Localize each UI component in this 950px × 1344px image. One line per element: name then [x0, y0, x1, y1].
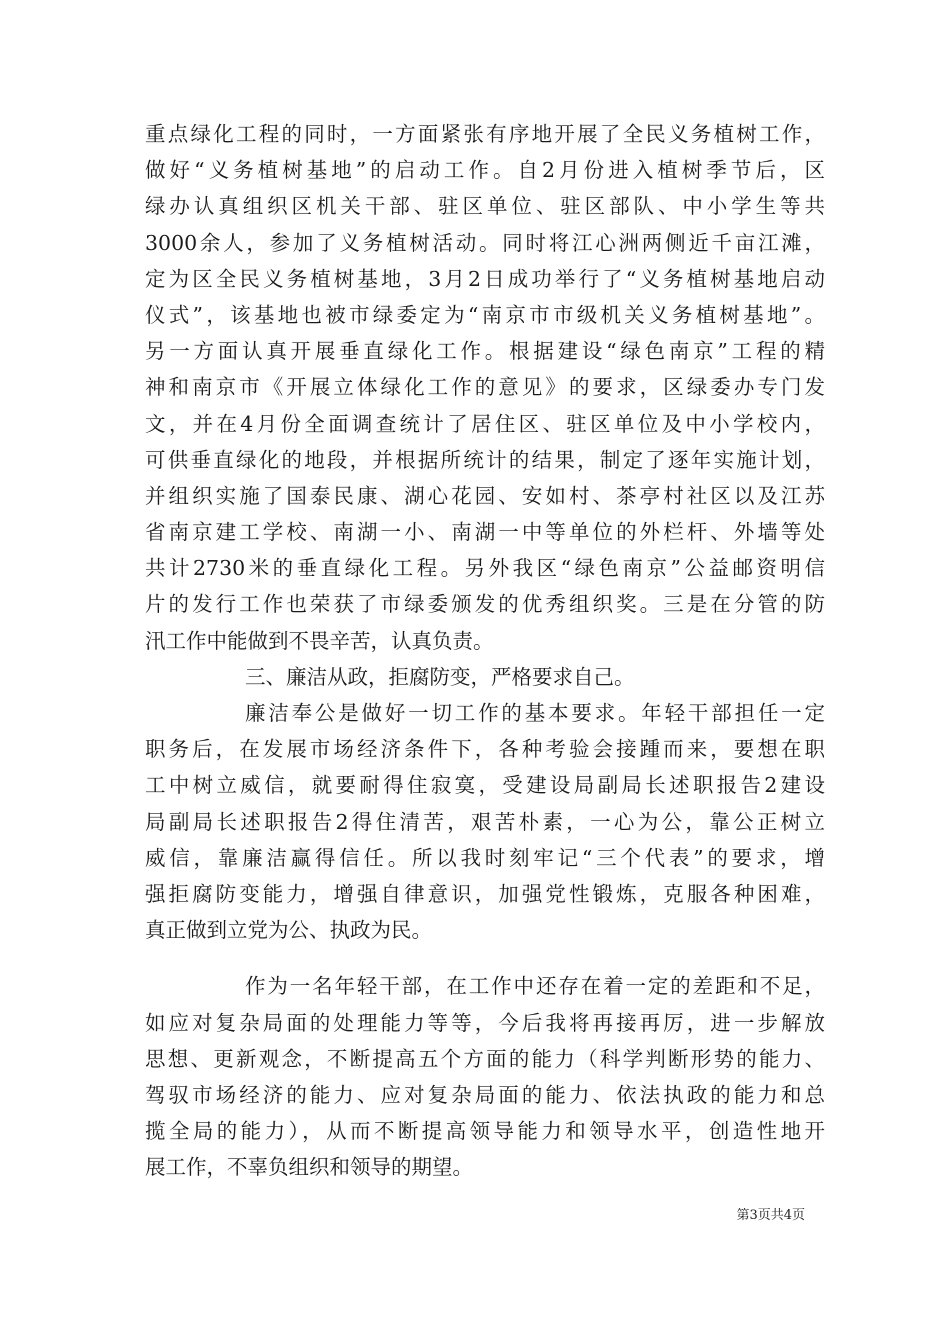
text-line: 绿办认真组织区机关干部、驻区单位、驻区部队、中小学生等共	[145, 194, 825, 219]
paragraph-gap	[145, 948, 825, 968]
text-line: 廉洁奉公是做好一切工作的基本要求。年轻干部担任一定	[245, 701, 825, 725]
paragraph-integrity	[145, 695, 825, 948]
text-line: 省南京建工学校、南湖一小、南湖一中等单位的外栏杆、外墙等处	[145, 520, 825, 545]
text-line: 重点绿化工程的同时，一方面紧张有序地开展了全民义务植树工作，	[145, 122, 825, 146]
text-line: 另一方面认真开展垂直绿化工作。根据建设“绿色南京”工程的精	[145, 339, 825, 364]
section-heading	[145, 659, 825, 695]
text-line: 可供垂直绿化的地段，并根据所统计的结果，制定了逐年实施计划，	[145, 447, 825, 472]
text-line: 职务后，在发展市场经济条件下，各种考验会接踵而来，要想在职	[145, 737, 825, 762]
text-line: 作为一名年轻干部，在工作中还存在着一定的差距和不足，	[245, 974, 825, 999]
heading-text: 三、廉洁从政，拒腐防变，严格要求自己。	[245, 664, 635, 689]
text-line: 并组织实施了国泰民康、湖心花园、安如村、茶亭村社区以及江苏	[145, 483, 825, 508]
text-line: 工中树立威信，就要耐得住寂寞，受建设局副局长述职报告2建设	[145, 773, 825, 798]
text-line: 局副局长述职报告2得住清苦，艰苦朴素，一心为公，靠公正树立	[145, 809, 825, 834]
text-line: 揽全局的能力），从而不断提高领导能力和领导水平，创造性地开	[145, 1119, 825, 1144]
text-line: 威信，靠廉洁赢得信任。所以我时刻牢记“三个代表”的要求，增	[145, 845, 825, 870]
text-line: 思想、更新观念，不断提高五个方面的能力（科学判断形势的能力、	[145, 1046, 825, 1071]
text-line: 如应对复杂局面的处理能力等等，今后我将再接再厉，进一步解放	[145, 1010, 825, 1035]
text-line: 共计2730米的垂直绿化工程。另外我区“绿色南京”公益邮资明信	[145, 556, 825, 581]
text-line: 定为区全民义务植树基地，3月2日成功举行了“义务植树基地启动	[145, 266, 825, 291]
text-line: 神和南京市《开展立体绿化工作的意见》的要求，区绿委办专门发	[145, 375, 825, 400]
text-line: 片的发行工作也荣获了市绿委颁发的优秀组织奖。三是在分管的防	[145, 592, 825, 617]
text-line: 驾驭市场经济的能力、应对复杂局面的能力、依法执政的能力和总	[145, 1082, 825, 1107]
text-line: 做好“义务植树基地”的启动工作。自2月份进入植树季节后，区	[145, 158, 825, 183]
text-line: 真正做到立党为公、执政为民。	[145, 918, 432, 943]
paragraph-conclusion	[145, 968, 825, 1185]
text-line: 文，并在4月份全面调查统计了居住区、驻区单位及中小学校内，	[145, 411, 825, 436]
text-line: 仪式”，该基地也被市绿委定为“南京市市级机关义务植树基地”。	[145, 302, 825, 327]
text-line: 汛工作中能做到不畏辛苦，认真负责。	[145, 628, 494, 653]
document-body	[145, 116, 825, 1185]
page-number: 第3页共4页	[736, 1208, 805, 1223]
text-line: 3000余人，参加了义务植树活动。同时将江心洲两侧近千亩江滩，	[145, 230, 825, 255]
paragraph-greening-work	[145, 116, 825, 659]
text-line: 展工作，不辜负组织和领导的期望。	[145, 1155, 473, 1180]
text-line: 强拒腐防变能力，增强自律意识，加强党性锻炼，克服各种困难，	[145, 881, 825, 906]
